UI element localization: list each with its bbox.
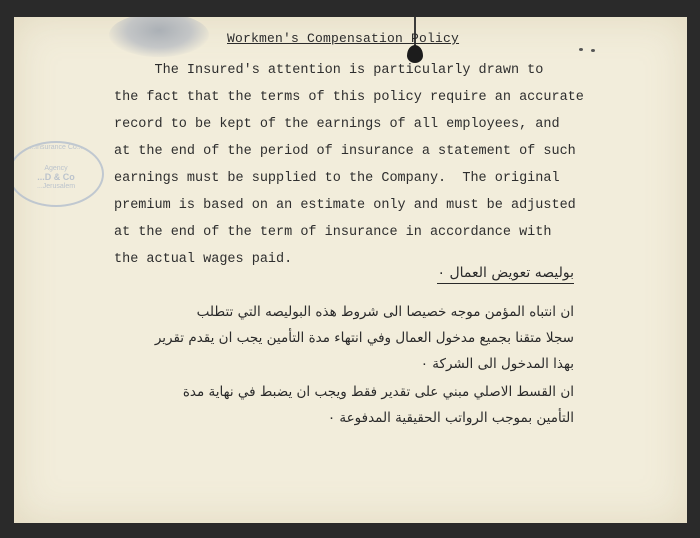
arabic-paragraph-1: [114, 299, 574, 377]
english-line: at the end of the term of insurance in accordance with: [114, 225, 552, 240]
ink-speck: [579, 48, 583, 51]
english-line: the fact that the terms of this policy require an accurate: [114, 90, 584, 105]
document-page: [14, 17, 687, 523]
arabic-line: ان انتباه المؤمن موجه خصيصا الى شروط هذه البوليصه التي تتطلب: [196, 304, 574, 320]
english-line: The Insured's attention is particularly drawn to: [114, 63, 544, 78]
arabic-line: ان القسط الاصلي مبني على تقدير فقط ويجب ان يضبط في نهاية مدة: [182, 384, 574, 400]
english-notice: [114, 57, 634, 273]
english-line: earnings must be supplied to the Company. The original: [114, 171, 560, 186]
water-stain: [109, 17, 209, 57]
english-line: record to be kept of the earnings of all employees, and: [114, 117, 560, 132]
english-line: at the end of the period of insurance a statement of such: [114, 144, 576, 159]
english-line: the actual wages paid.: [114, 252, 293, 267]
arabic-title: بوليصه تعويض العمال ٠: [114, 265, 574, 281]
agency-stamp: ...Insurance Co... Agency ...D & Co ...Jerusalem: [14, 141, 104, 207]
document-title: Workmen's Compensation Policy: [227, 31, 460, 46]
arabic-line: سجلا متقنا بجميع مدخول العمال وفي انتهاء مدة التأمين يجب ان يقدم تقرير: [154, 330, 574, 346]
arabic-line: بهذا المدخول الى الشركة ٠: [420, 356, 574, 372]
arabic-paragraph-2: [114, 379, 574, 431]
arabic-line: التأمين بموجب الرواتب الحقيقية المدفوعة ٠: [327, 410, 574, 426]
ink-speck: [591, 49, 595, 52]
english-line: premium is based on an estimate only and must be adjusted: [114, 198, 576, 213]
